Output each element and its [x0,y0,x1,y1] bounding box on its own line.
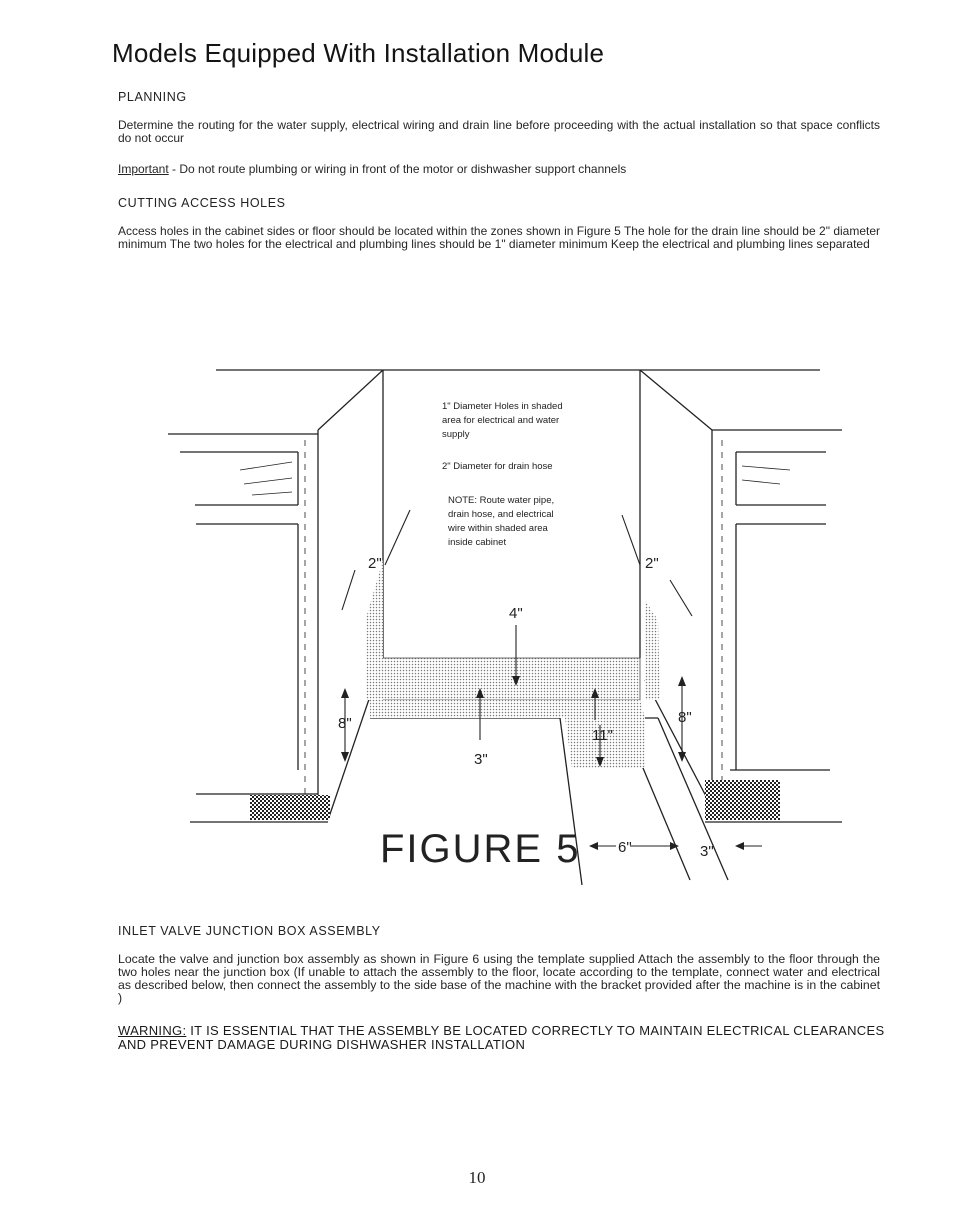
inlet-paragraph: Locate the valve and junction box assembly as shown in Figure 6 using the template supplied Attach the assembly to the floor through the two holes near the junction box (If unable to attach the assembly to the floor, locate according to the template, connect water and electrical as described below, then connect the assembly to the side base of the machine with the bracket provided after the machine is in the cabinet ) [118,952,880,1005]
figure-caption: FIGURE 5 [380,827,581,871]
warning-paragraph [118,1024,888,1052]
dim-right-height: 8" [678,709,692,726]
important-text: - Do not route plumbing or wiring in front of the motor or dishwasher support channels [168,162,627,176]
page-number: 10 [468,1168,486,1187]
note-1-line-3: supply [442,429,470,440]
dim-top-depth: 4" [509,605,523,622]
note-3-line-1: NOTE: Route water pipe, [448,495,555,506]
warning-text: IT IS ESSENTIAL THAT THE ASSEMBLY BE LOCATED CORRECTLY TO MAINTAIN ELECTRICAL CLEARANCES AND PREVENT DAMAGE DURING DISHWASHER INSTALLATION [118,1023,885,1052]
cutting-heading: CUTTING ACCESS HOLES [118,196,286,210]
note-3-line-3: wire within shaded area [448,523,548,534]
warning-label: WARNING: [118,1023,187,1038]
page-title: Models Equipped With Installation Module [112,38,605,68]
note-3-line-2: drain hose, and electrical [448,509,554,520]
note-2: 2" Diameter for drain hose [442,461,553,472]
planning-paragraph: Determine the routing for the water supply, electrical wiring and drain line before proceeding with the actual installation so that space conflicts do not occur [118,118,880,145]
dim-right-offset: 3" [700,843,714,860]
cutting-paragraph: Access holes in the cabinet sides or floor should be located within the zones shown in Figure 5 The hole for the drain line should be 2" diameter minimum The two holes for the electrical and plumbing lines should be 1" diameter minimum Keep the electrical and plumbing lines separated [118,224,880,251]
dim-drain-height: 11" [592,727,613,744]
dim-right-side: 2" [645,555,659,572]
dim-left-height: 8" [338,715,352,732]
note-1-line-1: 1" Diameter Holes in shaded [442,401,563,412]
planning-heading: PLANNING [118,90,187,104]
dim-left-side: 2" [368,555,382,572]
dim-floor-offset: 3" [474,751,488,768]
inlet-heading: INLET VALVE JUNCTION BOX ASSEMBLY [118,924,381,938]
note-1-line-2: area for electrical and water [442,415,560,426]
note-3-line-4: inside cabinet [448,537,507,548]
important-label: Important [118,162,169,176]
dim-width: 6" [618,839,632,856]
